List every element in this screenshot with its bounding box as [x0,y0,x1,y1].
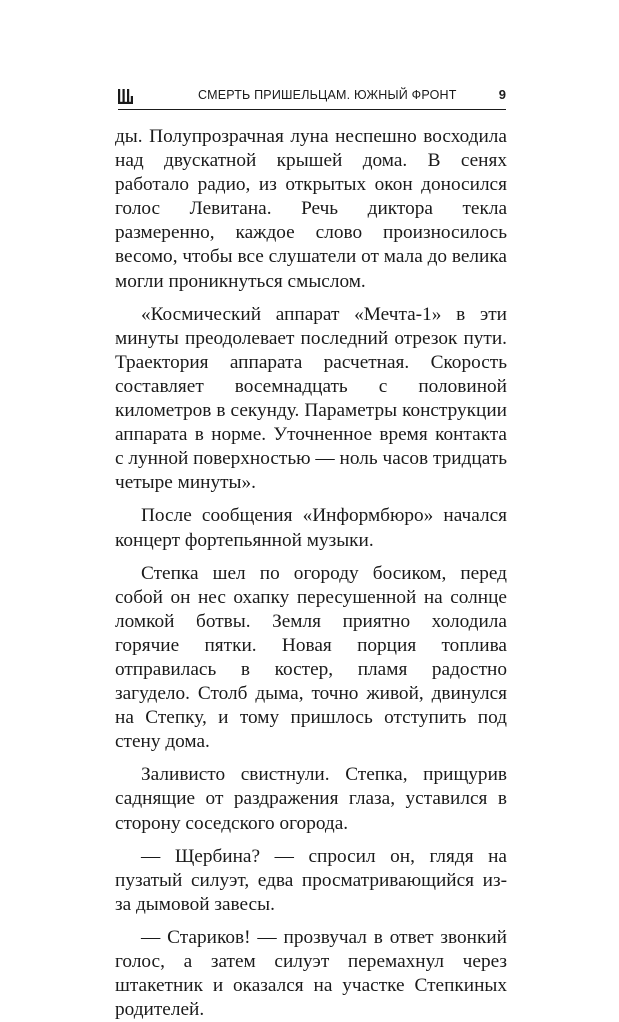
page-number: 9 [498,87,506,102]
publisher-logo-icon [118,89,135,104]
body-text [115,125,507,1022]
paragraph: Степка шел по огороду босиком, перед собой он нес охапку пересушенной на солнце ломкой ботвы. Земля приятно холодила горячие пятки. Новая порция топлива отправилась в костер, пламя радостно загудело. Столб дыма, точно живой, двинулся на Степку, и тому пришлось отступить под стену дома. [115,562,507,753]
running-header [118,86,506,110]
paragraph: Заливисто свистнули. Степка, прищурив саднящие от раздражения глаза, уставился в сторону соседского огорода. [115,764,507,834]
paragraph: ды. Полупрозрачная луна неспешно восходила над двускатной крышей дома. В сенях работало радио, из открытых окон доносился голос Левитана. Речь диктора текла размеренно, каждое слово произносилось весомо, чтобы все слушатели от мала до велика могли проникнуться смыслом. [115,126,507,292]
paragraph: «Космический аппарат «Мечта-1» в эти минуты преодолевает последний отрезок пути. Траектория аппарата расчетная. Скорость составляет восемнадцать с половиной километров в секунду. Параметры конструкции аппарата в норме. Уточненное время контакта с лунной поверхностью — ноль часов тридцать четыре минуты». [115,303,507,494]
paragraph: — Стариков! — прозвучал в ответ звонкий голос, а затем силуэт перемахнул через штакетник и оказался на участке Степкиных родителей. [115,926,507,1021]
paragraph: — Щербина? — спросил он, глядя на пузатый силуэт, едва просматривающийся из-за дымовой завесы. [115,845,507,915]
paragraph: После сообщения «Информбюро» начался концерт фортепьянной музыки. [115,505,507,551]
running-title: СМЕРТЬ ПРИШЕЛЬЦАМ. ЮЖНЫЙ ФРОНТ [198,88,457,102]
header-rule [118,109,506,110]
